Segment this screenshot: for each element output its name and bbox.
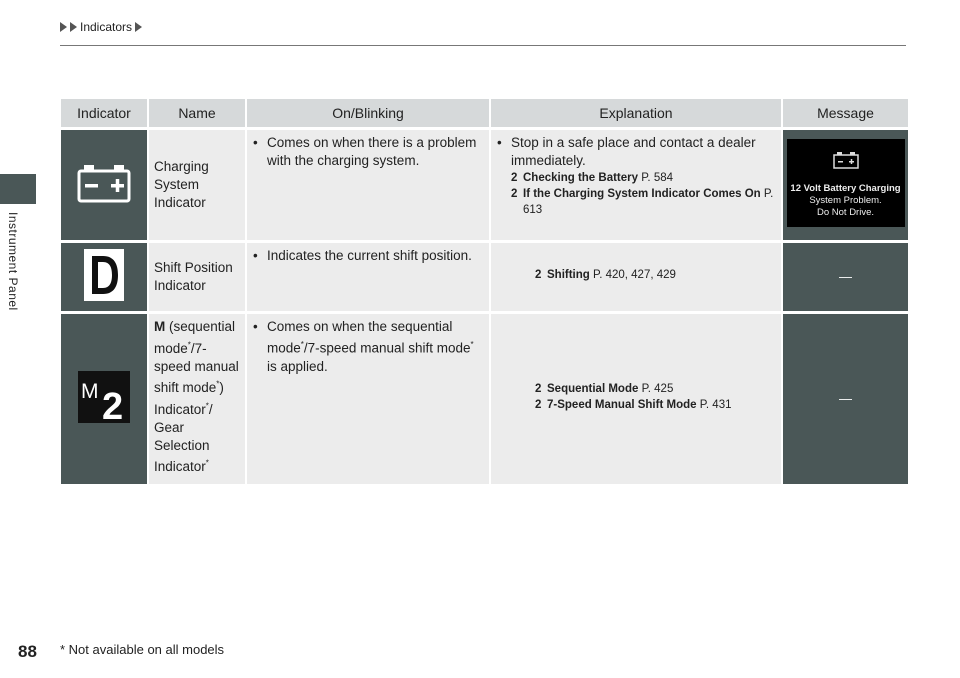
breadcrumb [60, 20, 142, 34]
table-row [61, 314, 908, 484]
reference-arrow-icon: 2 [535, 383, 542, 395]
bullet-item [253, 318, 483, 376]
table-header-row [61, 99, 908, 127]
bullet-icon: • [253, 319, 258, 334]
reference-title: 7-Speed Manual Shift Mode [547, 399, 697, 411]
header-rule [60, 45, 906, 46]
name-rest: (sequential mode [154, 319, 236, 356]
message-display [787, 139, 905, 227]
bullet-icon: • [253, 248, 258, 263]
reference-arrow-icon: 2 [535, 269, 542, 281]
on-blinking-cell [247, 314, 489, 484]
indicator-cell [61, 314, 147, 484]
bullet-text: Indicates the current shift position. [267, 248, 472, 263]
triangle-arrow-icon [135, 22, 142, 32]
name-line: Indicator [154, 195, 206, 210]
name-line: Shift Position [154, 260, 233, 275]
bullet-item [253, 134, 483, 170]
triangle-arrow-icon [70, 22, 77, 32]
explanation-cell [491, 130, 781, 240]
message-line: System Problem. [809, 194, 882, 206]
reference-title: If the Charging System Indicator Comes On [523, 188, 761, 200]
reference-page: P. 613 [523, 188, 774, 216]
bullet-icon: • [497, 135, 502, 150]
bullet-item [497, 134, 775, 170]
on-blinking-cell [247, 243, 489, 311]
reference-arrow-icon: 2 [535, 399, 542, 411]
battery-icon [73, 163, 135, 203]
bullet-text-part: /7-speed manual shift mode [303, 340, 471, 356]
reference-page: P. 425 [641, 383, 674, 395]
svg-text:2: 2 [102, 385, 124, 423]
reference-page: P. 431 [699, 399, 732, 411]
reference-title: Checking the Battery [523, 172, 639, 184]
section-label: Instrument Panel [6, 212, 20, 311]
reference-page: P. 584 [641, 172, 673, 184]
cross-reference[interactable] [511, 170, 775, 186]
reference-page: P. 420, 427, 429 [593, 269, 676, 281]
name-text: M (sequential mode*/7-speed manual shift mode*) Indicator*/ Gear Selection Indicator* [154, 319, 239, 474]
header-message: Message [783, 99, 908, 127]
cross-reference[interactable] [535, 397, 775, 413]
reference-arrow-icon: 2 [511, 188, 518, 200]
m2-icon [78, 371, 130, 423]
explanation-cell [491, 243, 781, 311]
shift-d-icon [84, 249, 124, 301]
name-prefix: M [154, 319, 166, 334]
indicator-cell [61, 130, 147, 240]
table-row [61, 243, 908, 311]
name-cell [149, 243, 245, 311]
bullet-text: Comes on when there is a problem with the charging system. [267, 135, 477, 168]
bullet-text-part: is applied. [267, 358, 328, 374]
on-blinking-cell [247, 130, 489, 240]
name-line: Indicator [154, 278, 206, 293]
name-cell [149, 314, 245, 484]
indicators-table [59, 96, 910, 487]
footnote: * Not available on all models [60, 642, 225, 657]
bullet-icon: • [253, 135, 258, 150]
message-cell: — [783, 314, 908, 484]
triangle-arrow-icon [60, 22, 67, 32]
header-on-blinking: On/Blinking [247, 99, 489, 127]
name-line: System [154, 177, 200, 192]
message-cell: — [783, 243, 908, 311]
svg-text:M: M [81, 379, 99, 403]
reference-arrow-icon: 2 [511, 172, 518, 184]
indicator-cell [61, 243, 147, 311]
breadcrumb-item[interactable]: Indicators [80, 20, 133, 34]
header-name: Name [149, 99, 245, 127]
message-line: 12 Volt Battery Charging [790, 182, 901, 194]
name-line: Charging [154, 159, 209, 174]
cross-reference[interactable] [535, 267, 775, 283]
battery-icon [832, 151, 860, 169]
reference-title: Sequential Mode [547, 383, 639, 395]
header-explanation: Explanation [491, 99, 781, 127]
bullet-text: Stop in a safe place and contact a dealer immediately. [511, 135, 756, 168]
table-row [61, 130, 908, 240]
bullet-text: Comes on when the sequential mode*/7-speed manual shift mode* is applied. [267, 319, 474, 374]
page-number: 88 [18, 642, 37, 661]
explanation-cell [491, 314, 781, 484]
cross-reference[interactable] [535, 381, 775, 397]
message-cell [783, 130, 908, 240]
cross-reference[interactable] [511, 186, 775, 218]
name-cell [149, 130, 245, 240]
header-indicator: Indicator [61, 99, 147, 127]
bullet-item [253, 247, 483, 265]
bullet-text-part: Comes on when the sequential mode [267, 319, 453, 356]
reference-title: Shifting [547, 269, 590, 281]
message-line: Do Not Drive. [816, 206, 874, 218]
section-tab [0, 174, 36, 204]
